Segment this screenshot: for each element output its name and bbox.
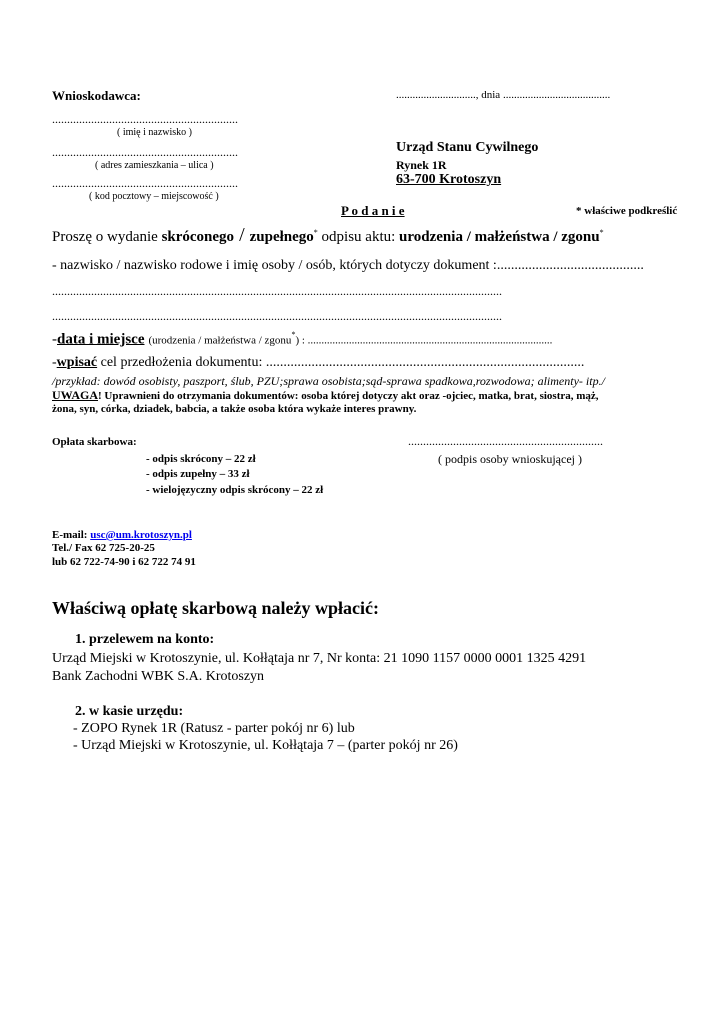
office-city: 63-700 Krotoszyn [396,172,502,187]
transfer-line-2: Bank Zachodni WBK S.A. Krotoszyn [52,669,265,684]
date-place-label: data i miejsce [57,331,145,348]
email-line [52,529,192,541]
email-label: E-mail: [52,529,91,541]
name-dots: .............................................................. [52,112,238,126]
fee-item: - odpis skrócony – 22 zł [146,453,256,465]
postal-caption: ( kod pocztowy – miejscowość ) [89,191,219,202]
signature-dots: ................................................................. [408,434,603,448]
request-prefix: Proszę o wydanie [52,229,162,245]
date-star: * [291,330,296,339]
fee-item: - odpis zupełny – 33 zł [146,468,250,480]
surname-line: - nazwisko / nazwisko rodowe i imię osoby / osób, których dotyczy dokument :.......................................... [52,258,644,273]
transfer-label: 1. przelewem na konto: [75,632,215,647]
fee-item: - wielojęzyczny odpis skrócony – 22 zł [146,484,324,496]
cash-line-1: - ZOPO Rynek 1R (Ratusz - parter pokój nr 6) lub [73,721,355,736]
postal-dots: .............................................................. [52,176,238,190]
uwaga-text-1: ! Uprawnieni do otrzymania dokumentów: osoba której dotyczy akt oraz -ojciec, matka, brat, siostra, mąż, [98,390,599,402]
payment-heading: Właściwą opłatę skarbową należy wpłacić: [52,598,379,618]
request-star: * [313,228,318,237]
purpose-rest: cel przedłożenia dokumentu: ........................................................................................... [97,355,585,370]
applicant-label: Wnioskodawca: [52,88,141,103]
uwaga-label: UWAGA [52,388,99,402]
email-link[interactable]: usc@um.krotoszyn.pl [90,529,192,541]
purpose-label: wpisać [56,355,98,370]
request-short: skróconego [161,229,235,245]
request-middle: odpisu aktu: [317,229,400,245]
cash-label: 2. w kasie urzędu: [75,704,184,719]
fee-label: Opłata skarbowa: [52,436,137,448]
purpose-line [52,355,584,371]
podanie-title: P o d a n i e [341,203,405,218]
purpose-example: /przykład: dowód osobisty, paszport, ślub, PZU;sprawa osobista;sąd-sprawa spadkowa,rozwodowa; alimenty- itp./ [52,374,605,388]
name-caption: ( imię i nazwisko ) [117,127,192,138]
date-place-line [52,330,552,348]
uwaga-line-2: żona, syn, córka, dziadek, babcia, a także osoba która wykaże interes prawny. [52,403,417,415]
transfer-line-1: Urząd Miejski w Krotoszynie, ul. Kołłątaja nr 7, Nr konta: 21 1090 1157 0000 0001 1325 4291 [52,651,587,666]
date-line: ............................., dnia ....................................... [396,89,611,101]
phone-line-2: lub 62 722-74-90 i 62 722 74 91 [52,556,196,568]
request-full: zupełnego [249,229,314,245]
uwaga-line-1 [52,388,599,403]
purpose-dash: - [52,355,57,370]
underline-note: * właściwe podkreślić [576,205,678,217]
phone-line: Tel./ Fax 62 725-20-25 [52,542,155,554]
date-tail: ) : ......................................................................................... [295,334,553,347]
request-slash: / [234,224,250,246]
address-caption: ( adres zamieszkania – ulica ) [95,160,214,171]
request-line [52,224,604,247]
address-dots: .............................................................. [52,145,238,159]
dots-line-2: ...................................................................................................................................................... [52,309,502,323]
office-street: Rynek 1R [396,158,447,172]
dots-line-1: ...................................................................................................................................................... [52,284,502,298]
cash-line-2: - Urząd Miejski w Krotoszynie, ul. Kołłątaja 7 – (parter pokój nr 26) [73,738,458,753]
office-name: Urząd Stanu Cywilnego [396,140,539,155]
request-star2: * [599,228,604,237]
date-dash: - [52,331,57,348]
request-types: urodzenia / małżeństwa / zgonu [399,229,600,245]
date-options: (urodzenia / małżeństwa / zgonu [148,334,292,347]
signature-caption: ( podpis osoby wnioskującej ) [438,452,582,466]
